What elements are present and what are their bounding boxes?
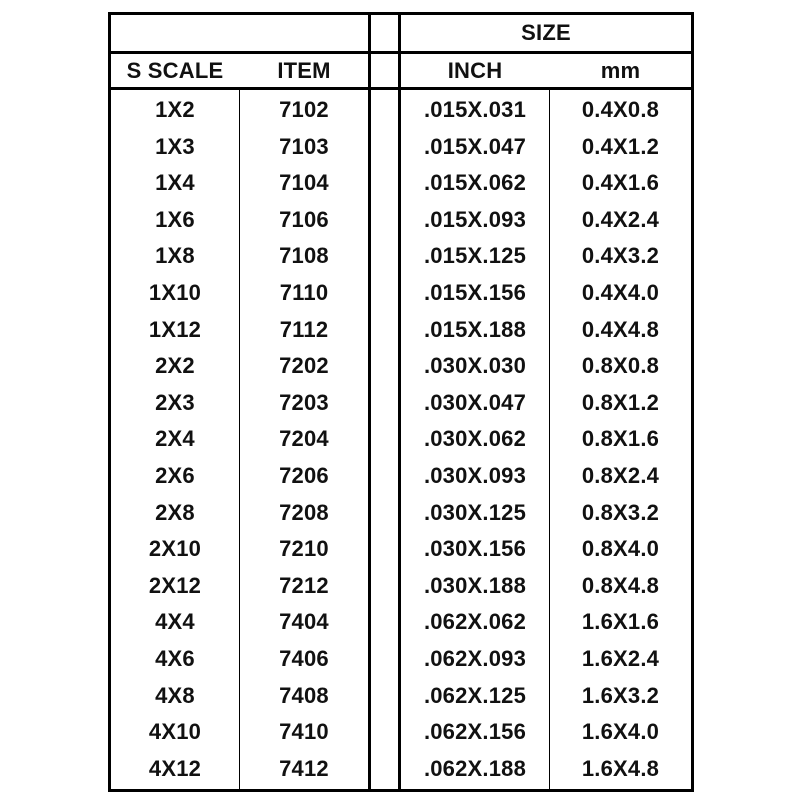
inch-cell: .062X.093 xyxy=(423,646,527,671)
header-size: SIZE xyxy=(521,20,571,45)
inch-cell: .030X.093 xyxy=(423,463,527,488)
mm-cell: 1.6X4.8 xyxy=(581,755,660,781)
scale-cell: 1X10 xyxy=(148,280,202,305)
mm-cell: 0.8X4.8 xyxy=(581,572,660,598)
header-s-scale: S SCALE xyxy=(126,57,224,83)
header-line-2 xyxy=(108,87,694,90)
mm-cell: 0.4X1.2 xyxy=(581,133,660,159)
separator-left xyxy=(368,12,371,792)
mm-cell: 1.6X3.2 xyxy=(581,682,660,708)
item-cell: 7112 xyxy=(279,316,329,342)
scale-cell: 1X4 xyxy=(155,170,195,196)
scale-cell: 2X4 xyxy=(155,426,195,452)
item-cell: 7203 xyxy=(279,389,329,415)
item-cell: 7406 xyxy=(279,646,329,671)
scale-cell: 2X10 xyxy=(148,536,202,562)
mm-cell: 0.4X1.6 xyxy=(581,170,660,196)
scale-cell: 4X12 xyxy=(148,755,202,781)
item-cell: 7210 xyxy=(279,536,329,562)
mm-cell: 0.4X4.0 xyxy=(581,280,660,305)
mm-cell: 0.8X1.2 xyxy=(581,389,660,415)
scale-cell: 1X2 xyxy=(155,97,195,122)
mm-cell: 1.6X4.0 xyxy=(581,719,660,745)
item-cell: 7404 xyxy=(279,609,329,635)
inch-cell: .015X.156 xyxy=(423,280,527,305)
item-cell: 7104 xyxy=(279,170,329,196)
inch-cell: .030X.047 xyxy=(423,389,527,415)
item-cell: 7108 xyxy=(279,243,329,269)
inch-cell: .015X.188 xyxy=(423,316,527,342)
inch-cell: .015X.062 xyxy=(423,170,527,196)
item-cell: 7103 xyxy=(279,133,329,159)
mm-cell: 0.8X2.4 xyxy=(581,463,660,488)
mm-cell: 1.6X1.6 xyxy=(581,609,660,635)
inch-cell: .030X.188 xyxy=(423,572,527,598)
inch-cell: .030X.030 xyxy=(423,353,527,379)
mm-cell: 1.6X2.4 xyxy=(581,646,660,671)
mm-cell: 0.4X3.2 xyxy=(581,243,660,269)
scale-cell: 4X10 xyxy=(148,719,202,745)
scale-cell: 4X8 xyxy=(155,682,195,708)
scale-cell: 2X3 xyxy=(155,389,195,415)
inch-cell: .015X.047 xyxy=(423,133,527,159)
scale-cell: 1X3 xyxy=(155,133,195,159)
scale-cell: 2X12 xyxy=(148,572,202,598)
mm-cell: 0.4X4.8 xyxy=(581,316,660,342)
mm-cell: 0.8X4.0 xyxy=(581,536,660,562)
item-cell: 7102 xyxy=(279,97,329,122)
item-cell: 7106 xyxy=(279,206,329,232)
scale-cell: 2X8 xyxy=(155,499,195,525)
mm-cell: 0.8X1.6 xyxy=(581,426,660,452)
inch-cell: .062X.125 xyxy=(423,682,527,708)
item-cell: 7202 xyxy=(279,353,329,379)
inch-cell: .030X.125 xyxy=(423,499,527,525)
item-cell: 7410 xyxy=(279,719,329,745)
header-inch: INCH xyxy=(447,57,503,83)
item-cell: 7110 xyxy=(279,280,329,305)
inch-cell: .015X.093 xyxy=(423,206,527,232)
scale-cell: 1X8 xyxy=(155,243,195,269)
inch-cell: .062X.062 xyxy=(423,609,527,635)
scale-cell: 1X6 xyxy=(155,206,195,232)
scale-cell: 4X4 xyxy=(155,609,195,635)
header-item: ITEM xyxy=(277,57,331,83)
item-cell: 7212 xyxy=(279,572,329,598)
inch-cell: .030X.156 xyxy=(423,536,527,562)
mm-cell: 0.8X0.8 xyxy=(581,353,660,379)
inch-cell: .062X.188 xyxy=(423,755,527,781)
mm-cell: 0.8X3.2 xyxy=(581,499,660,525)
item-cell: 7206 xyxy=(279,463,329,488)
item-cell: 7204 xyxy=(279,426,329,452)
item-cell: 7412 xyxy=(279,755,329,781)
item-cell: 7408 xyxy=(279,682,329,708)
inch-cell: .030X.062 xyxy=(423,426,527,452)
inch-cell: .015X.031 xyxy=(423,97,527,122)
scale-cell: 2X6 xyxy=(155,463,195,488)
scale-cell: 4X6 xyxy=(155,646,195,671)
mm-cell: 0.4X0.8 xyxy=(581,97,660,122)
header-mm: mm xyxy=(600,57,641,83)
scale-cell: 1X12 xyxy=(148,316,202,342)
item-cell: 7208 xyxy=(279,499,329,525)
scale-cell: 2X2 xyxy=(155,353,195,379)
mm-cell: 0.4X2.4 xyxy=(581,206,660,232)
inch-cell: .062X.156 xyxy=(423,719,527,745)
inch-cell: .015X.125 xyxy=(423,243,527,269)
